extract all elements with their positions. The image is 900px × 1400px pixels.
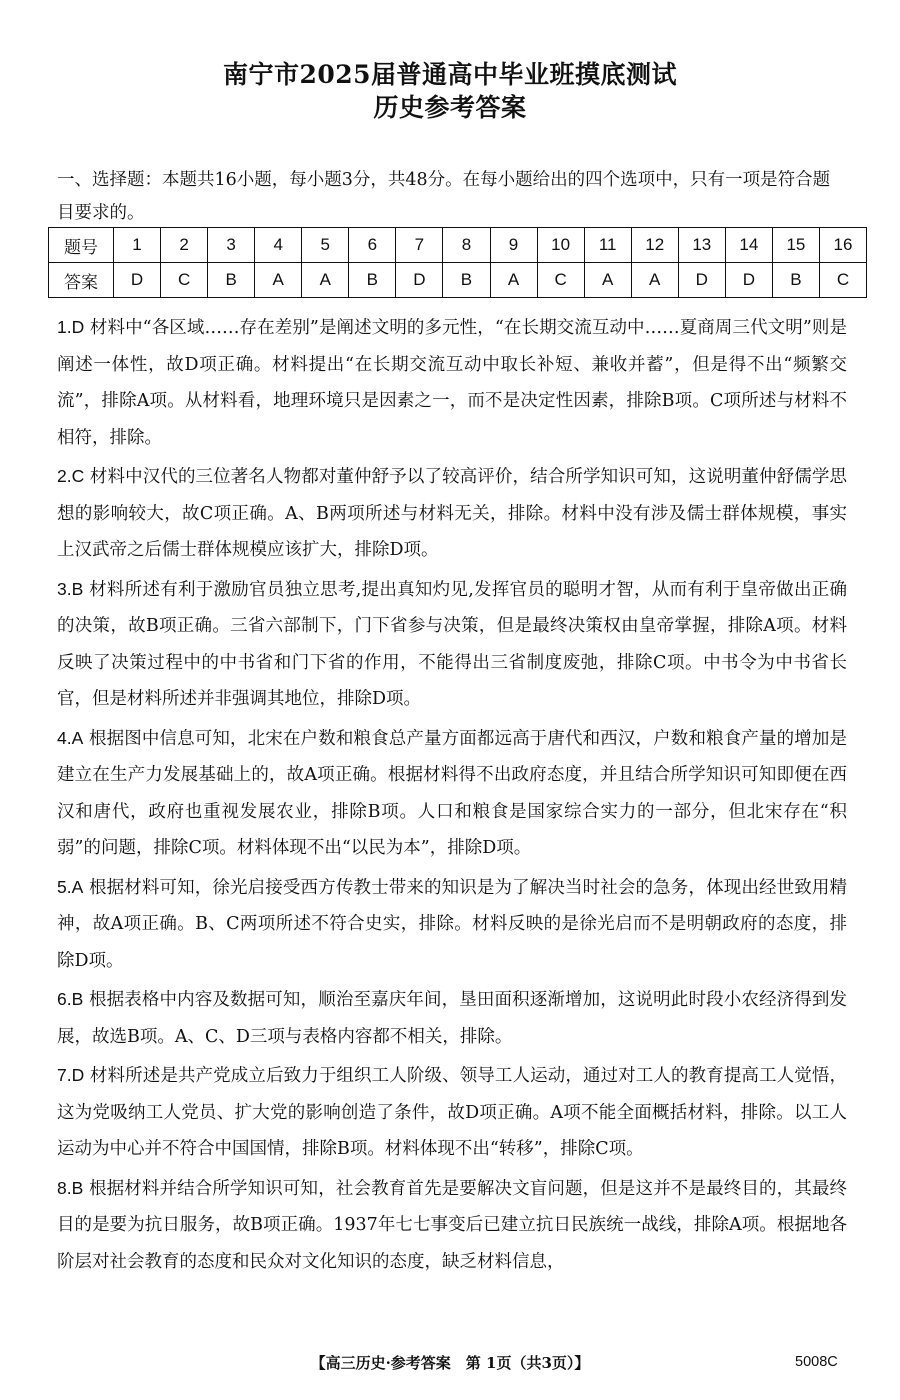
answer-cell: B [349, 263, 396, 298]
item-text: 根据材料并结合所学知识可知，社会教育首先是要解决文盲问题，但是这并不是最终目的，其最终目的是要为抗日服务，故B项正确。1937年七七事变后已建立抗日民族统一战线，排除A项。根据地各阶层对社会教育的态度和民众对文化知识的态度，缺乏材料信息， [57, 1178, 847, 1272]
question-number-cell: 4 [255, 228, 302, 263]
answer-table [48, 227, 867, 298]
explanation-item [57, 309, 847, 456]
document-subtitle: 历史参考答案 [373, 93, 527, 122]
document-title: 南宁市2025届普通高中毕业班摸底测试 [222, 60, 678, 89]
item-label: 3.B [57, 578, 84, 599]
question-number-cell: 1 [114, 228, 161, 263]
explanation-item [57, 1170, 847, 1281]
question-number-cell: 12 [631, 228, 678, 263]
question-number-cell: 11 [584, 228, 631, 263]
answer-cell: A [255, 263, 302, 298]
explanation-item [57, 869, 847, 980]
question-number-cell: 10 [537, 228, 584, 263]
item-label: 7.D [57, 1065, 85, 1085]
answer-cell: D [396, 263, 443, 298]
question-number-cell: 14 [725, 228, 772, 263]
answer-cell: C [819, 263, 866, 298]
answer-cell: C [161, 263, 208, 298]
answer-cell: A [584, 263, 631, 298]
item-label: 8.B [57, 1177, 84, 1198]
item-text: 根据图中信息可知，北宋在户数和粮食总产量方面都远高于唐代和西汉，户数和粮食产量的增加是建立在生产力发展基础上的，故A项正确。根据材料得不出政府态度，并且结合所学知识可知即便在西汉和唐代，政府也重视发展农业，排除B项。人口和粮食是国家综合实力的一部分，但北宋存在“积弱”的问题，排除C项。材料体现不出“以民为本”，排除D项。 [57, 728, 847, 858]
item-text: 根据表格中内容及数据可知，顺治至嘉庆年间，垦田面积逐渐增加，这说明此时段小农经济得到发展，故选B项。A、C、D三项与表格内容都不相关，排除。 [57, 990, 847, 1047]
question-number-row [49, 228, 867, 263]
item-label: 1.D [57, 317, 85, 337]
answer-cell: D [114, 263, 161, 298]
item-label: 2.C [57, 466, 85, 486]
answer-cell: A [631, 263, 678, 298]
item-text: 材料中“各区域……存在差别”是阐述文明的多元性，“在长期交流互动中……夏商周三代文明”则是阐述一体性，故D项正确。材料提出“在长期交流互动中取长补短、兼收并蓄”，但是得不出“频繁交流”，排除A项。从材料看，地理环境只是因素之一，而不是决定性因素，排除B项。C项所述与材料不相符，排除。 [57, 318, 847, 448]
question-number-cell: 16 [819, 228, 866, 263]
question-number-cell: 13 [678, 228, 725, 263]
item-text: 根据材料可知，徐光启接受西方传教士带来的知识是为了解决当时社会的急务，体现出经世致用精神，故A项正确。B、C两项所述不符合史实，排除。材料反映的是徐光启而不是明朝政府的态度，排除D项。 [57, 877, 847, 971]
item-text: 材料所述是共产党成立后致力于组织工人阶级、领导工人运动，通过对工人的教育提高工人觉悟，这为党吸纳工人党员、扩大党的影响创造了条件，故D项正确。A项不能全面概括材料，排除。以工人运动为中心并不符合中国国情，排除B项。材料体现不出“转移”，排除C项。 [57, 1066, 847, 1159]
question-number-cell: 3 [208, 228, 255, 263]
question-number-cell: 6 [349, 228, 396, 263]
answer-cell: D [678, 263, 725, 298]
page-footer: 【高三历史·参考答案 第 1页（共3页）】 [310, 1354, 590, 1372]
answer-cell: B [208, 263, 255, 298]
question-number-cell: 8 [443, 228, 490, 263]
explanations [57, 309, 847, 1282]
question-number-cell: 5 [302, 228, 349, 263]
answer-row [49, 263, 867, 298]
row-label-answer: 答案 [49, 263, 114, 298]
explanation-item [57, 571, 847, 718]
section-intro: 一、选择题：本题共16小题，每小题3分，共48分。在每小题给出的四个选项中，只有一项是符合题目要求的。 [57, 170, 831, 223]
explanation-item [57, 720, 847, 867]
answer-cell: B [443, 263, 490, 298]
answer-cell: A [490, 263, 537, 298]
answer-cell: C [537, 263, 584, 298]
question-number-cell: 7 [396, 228, 443, 263]
question-number-cell: 9 [490, 228, 537, 263]
item-label: 6.B [57, 989, 84, 1009]
row-label-number: 题号 [49, 228, 114, 263]
answer-cell: B [772, 263, 819, 298]
question-number-cell: 2 [161, 228, 208, 263]
item-label: 4.A [57, 727, 84, 748]
document-code: 5008C [795, 1354, 838, 1370]
item-text: 材料中汉代的三位著名人物都对董仲舒予以了较高评价，结合所学知识可知，这说明董仲舒儒学思想的影响较大，故C项正确。A、B两项所述与材料无关，排除。材料中没有涉及儒士群体规模，事实上汉武帝之后儒士群体规模应该扩大，排除D项。 [57, 467, 847, 560]
item-label: 5.A [57, 876, 84, 897]
answer-cell: A [302, 263, 349, 298]
explanation-item [57, 981, 847, 1055]
explanation-item [57, 1057, 847, 1168]
answer-cell: D [725, 263, 772, 298]
explanation-item [57, 458, 847, 569]
item-text: 材料所述有利于激励官员独立思考,提出真知灼见,发挥官员的聪明才智，从而有利于皇帝做出正确的决策，故B项正确。三省六部制下，门下省参与决策，但是最终决策权由皇帝掌握，排除A项。材料反映了决策过程中的中书省和门下省的作用，不能得出三省制度废弛，排除C项。中书令为中书省长官，但是材料所述并非强调其地位，排除D项。 [57, 579, 847, 709]
question-number-cell: 15 [772, 228, 819, 263]
